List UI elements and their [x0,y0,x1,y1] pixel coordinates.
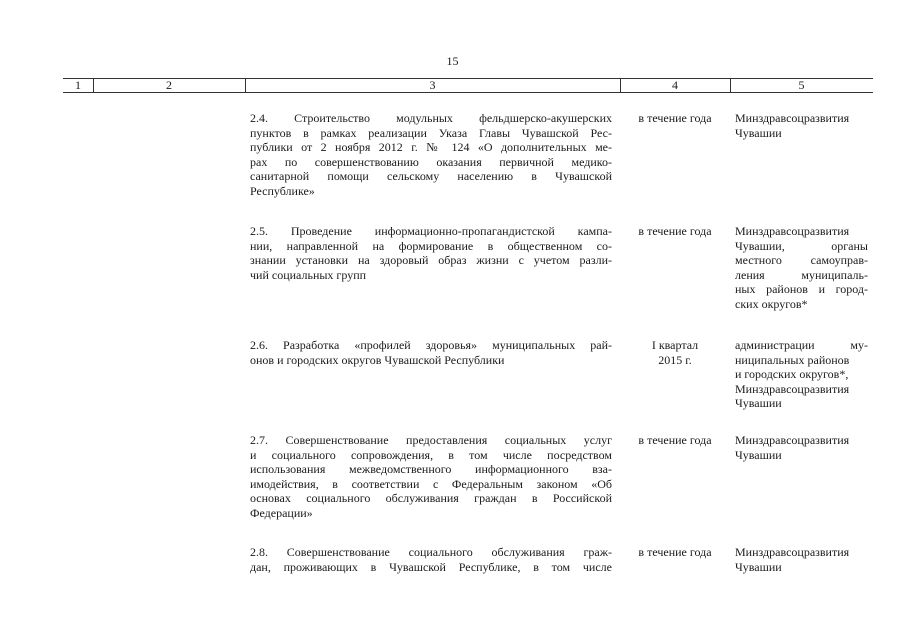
row-2-7-responsible [735,433,868,462]
header-col-3: 3 [429,78,436,92]
text-line: в течение года [638,433,712,447]
text-line: онов и городских округов Чувашской Республики [250,352,505,367]
row-2-8-deadline [625,545,725,560]
row-2-5-deadline [625,224,725,239]
text-line: и городских округов*, [735,367,849,382]
text-line: 2.8. Совершенствование социального обслуживания граж- [250,545,612,559]
text-line: Федерации» [250,505,313,520]
page-number: 15 [446,54,459,68]
text-line: 2015 г. [658,352,692,367]
text-line: в течение года [638,224,712,238]
text-line: чий социальных групп [250,267,367,282]
text-line: Минздравсоцразвития [735,224,850,238]
text-line: основах социального обслуживания граждан в Российской [250,491,612,506]
text-line: 2.4. Строительство модульных фельдшерско-акушерских [250,111,612,125]
text-line: Минздравсоцразвития [735,545,850,559]
row-2-6-deadline [625,338,725,367]
text-line: 2.5. Проведение информационно-пропагандистской кампа- [250,224,612,238]
row-2-4-responsible [735,111,868,140]
text-line: ных районов и город- [735,282,868,297]
text-line: Чувашии [735,559,782,574]
header-col-2: 2 [166,78,172,92]
text-line: I квартал [651,338,699,352]
text-line: нии, направленной на формирование в общественном со- [250,238,612,253]
text-line: Республике» [250,183,315,198]
text-line: Минздравсоцразвития [735,381,850,396]
row-2-6-action [250,338,612,367]
header-col-4: 4 [672,78,678,92]
text-line: рах по совершенствованию оказания первичной медико- [250,154,612,169]
header-col-1: 1 [75,78,81,92]
text-line: публики от 2 ноября 2012 г. № 124 «О дополнительных ме- [250,140,612,155]
text-line: Чувашии, органы [735,238,868,253]
text-line: администрации му- [735,338,868,352]
text-line: местного самоуправ- [735,253,868,268]
text-line: Чувашии [735,447,782,462]
row-2-8-responsible [735,545,868,574]
text-line: Чувашии [735,396,782,411]
text-line: пунктов в рамках реализации Указа Главы Чувашской Рес- [250,125,612,140]
row-2-7-deadline [625,433,725,448]
text-line: ских округов* [735,296,808,311]
text-line: санитарной помощи сельскому населению в Чувашской [250,169,612,184]
text-line: в течение года [638,111,712,125]
text-line: 2.6. Разработка «профилей здоровья» муниципальных рай- [250,338,612,352]
text-line: ления муниципаль- [735,267,868,282]
header-bottom-rule [63,92,873,93]
text-line: и социального сопровождения, в том числе посредством [250,447,612,462]
row-2-5-action [250,224,612,282]
row-2-6-responsible [735,338,868,411]
text-line: дан, проживающих в Чувашской Республике, в том числе [250,559,612,574]
text-line: использования межведомственного информационного вза- [250,462,612,477]
row-2-4-deadline [625,111,725,126]
header-col-5: 5 [798,78,805,92]
text-line: ниципальных районов [735,352,850,367]
text-line: знании установки на здоровый образ жизни с учетом разли- [250,253,612,268]
text-line: Минздравсоцразвития [735,433,850,447]
row-2-7-action [250,433,612,521]
text-line: в течение года [638,545,712,559]
text-line: имодействия, в соответствии с Федеральным законом «Об [250,476,612,491]
row-2-5-responsible [735,224,868,312]
row-2-4-action [250,111,612,199]
text-line: Чувашии [735,125,782,140]
text-line: Минздравсоцразвития [735,111,850,125]
row-2-8-action [250,545,612,574]
text-line: 2.7. Совершенствование предоставления социальных услуг [250,433,612,447]
